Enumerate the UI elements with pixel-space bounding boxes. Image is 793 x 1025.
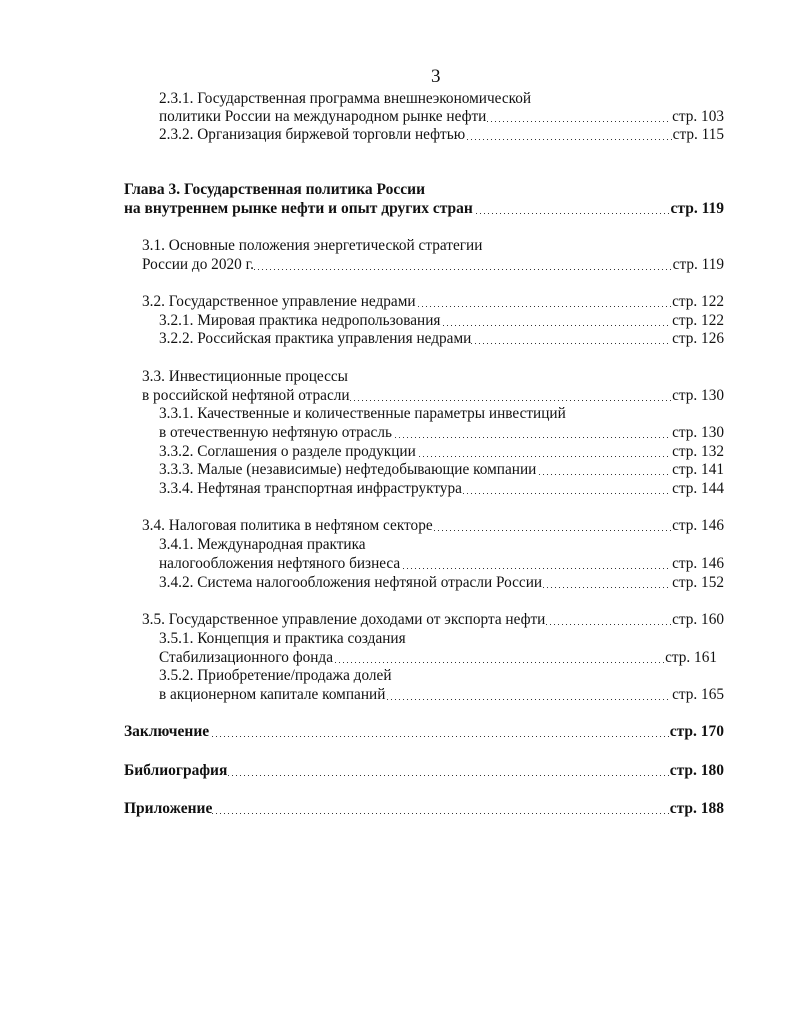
toc-entry-3-5-2-line1: 3.5.2. Приобретение/продажа долей <box>159 667 392 684</box>
toc-page-ref: стр. 119 <box>672 256 724 273</box>
toc-entry-3-4-2[interactable]: 3.4.2. Система налогообложения нефтяной отрасли России стр. 152 <box>159 574 724 591</box>
toc-appendix[interactable]: Приложение стр. 188 <box>124 800 724 817</box>
toc-entry-3-4-1[interactable]: налогообложения нефтяного бизнеса стр. 146 <box>159 555 724 572</box>
toc-entry-3-5-2[interactable]: в акционерном капитале компаний стр. 165 <box>159 686 724 703</box>
toc-entry-2-3-1-line1: 2.3.1. Государственная программа внешнеэкономической <box>159 90 532 107</box>
toc-page-ref: стр. 119 <box>670 200 724 217</box>
toc-page-ref: стр. 122 <box>672 312 724 329</box>
toc-entry-3-3-line1: 3.3. Инвестиционные процессы <box>142 368 348 385</box>
toc-entry-3-3-3[interactable]: 3.3.3. Малые (независимые) нефтедобывающие компании стр. 141 <box>159 461 724 478</box>
toc-page-ref: стр. 122 <box>672 293 724 310</box>
toc-page-ref: стр. 152 <box>672 574 724 591</box>
toc-page-ref: стр. 132 <box>672 443 724 460</box>
toc-entry-3-3[interactable]: в российской нефтяной отрасли стр. 130 <box>142 387 724 404</box>
toc-page-ref: стр. 146 <box>672 555 724 572</box>
toc-entry-3-2[interactable]: 3.2. Государственное управление недрами стр. 122 <box>142 293 724 310</box>
toc-page-ref: стр. 170 <box>669 723 724 740</box>
toc-page-ref: стр. 161 <box>665 649 717 666</box>
toc-entry-3-4[interactable]: 3.4. Налоговая политика в нефтяном секторе стр. 146 <box>142 517 724 534</box>
toc-entry-3-4-1-line1: 3.4.1. Международная практика <box>159 536 366 553</box>
toc-chapter-3-line1: Глава 3. Государственная политика России <box>124 181 426 198</box>
toc-conclusion[interactable]: Заключение стр. 170 <box>124 723 724 740</box>
toc-entry-3-2-1[interactable]: 3.2.1. Мировая практика недропользования стр. 122 <box>159 312 724 329</box>
toc-page-ref: стр. 103 <box>672 108 724 125</box>
page-number: 3 <box>431 66 441 87</box>
toc-entry-3-2-2[interactable]: 3.2.2. Российская практика управления недрами стр. 126 <box>159 330 724 347</box>
toc-page-ref: стр. 126 <box>672 330 724 347</box>
toc-bibliography[interactable]: Библиография стр. 180 <box>124 762 724 779</box>
toc-chapter-3[interactable]: на внутреннем рынке нефти и опыт других стран стр. 119 <box>124 200 724 217</box>
toc-entry-3-3-4[interactable]: 3.3.4. Нефтяная транспортная инфраструктура стр. 144 <box>159 480 724 497</box>
toc-page-ref: стр. 165 <box>672 686 724 703</box>
toc-entry-2-3-1[interactable]: политики России на международном рынке нефти стр. 103 <box>159 108 724 125</box>
toc-entry-3-1-line1: 3.1. Основные положения энергетической стратегии <box>142 237 483 254</box>
toc-entry-2-3-2[interactable]: 2.3.2. Организация биржевой торговли нефтью стр. 115 <box>159 126 724 143</box>
toc-entry-3-3-1[interactable]: в отечественную нефтяную отрасль стр. 130 <box>159 424 724 441</box>
toc-page-ref: стр. 144 <box>672 480 724 497</box>
toc-entry-3-1[interactable]: России до 2020 г. стр. 119 <box>142 256 724 273</box>
toc-entry-3-5[interactable]: 3.5. Государственное управление доходами от экспорта нефти стр. 160 <box>142 611 724 628</box>
toc-page-ref: стр. 160 <box>672 611 724 628</box>
toc-page-ref: стр. 130 <box>672 424 724 441</box>
toc-entry-3-5-1[interactable]: Стабилизационного фонда стр. 161 <box>159 649 717 666</box>
toc-page-ref: стр. 130 <box>672 387 724 404</box>
toc-page-ref: стр. 146 <box>672 517 724 534</box>
toc-page-ref: стр. 188 <box>669 800 724 817</box>
toc-entry-3-3-2[interactable]: 3.3.2. Соглашения о разделе продукции стр. 132 <box>159 443 724 460</box>
toc-page-ref: стр. 115 <box>672 126 724 143</box>
toc-entry-3-5-1-line1: 3.5.1. Концепция и практика создания <box>159 630 406 647</box>
toc-entry-3-3-1-line1: 3.3.1. Качественные и количественные параметры инвестиций <box>159 405 566 422</box>
toc-page-ref: стр. 141 <box>672 461 724 478</box>
toc-page-ref: стр. 180 <box>669 762 724 779</box>
